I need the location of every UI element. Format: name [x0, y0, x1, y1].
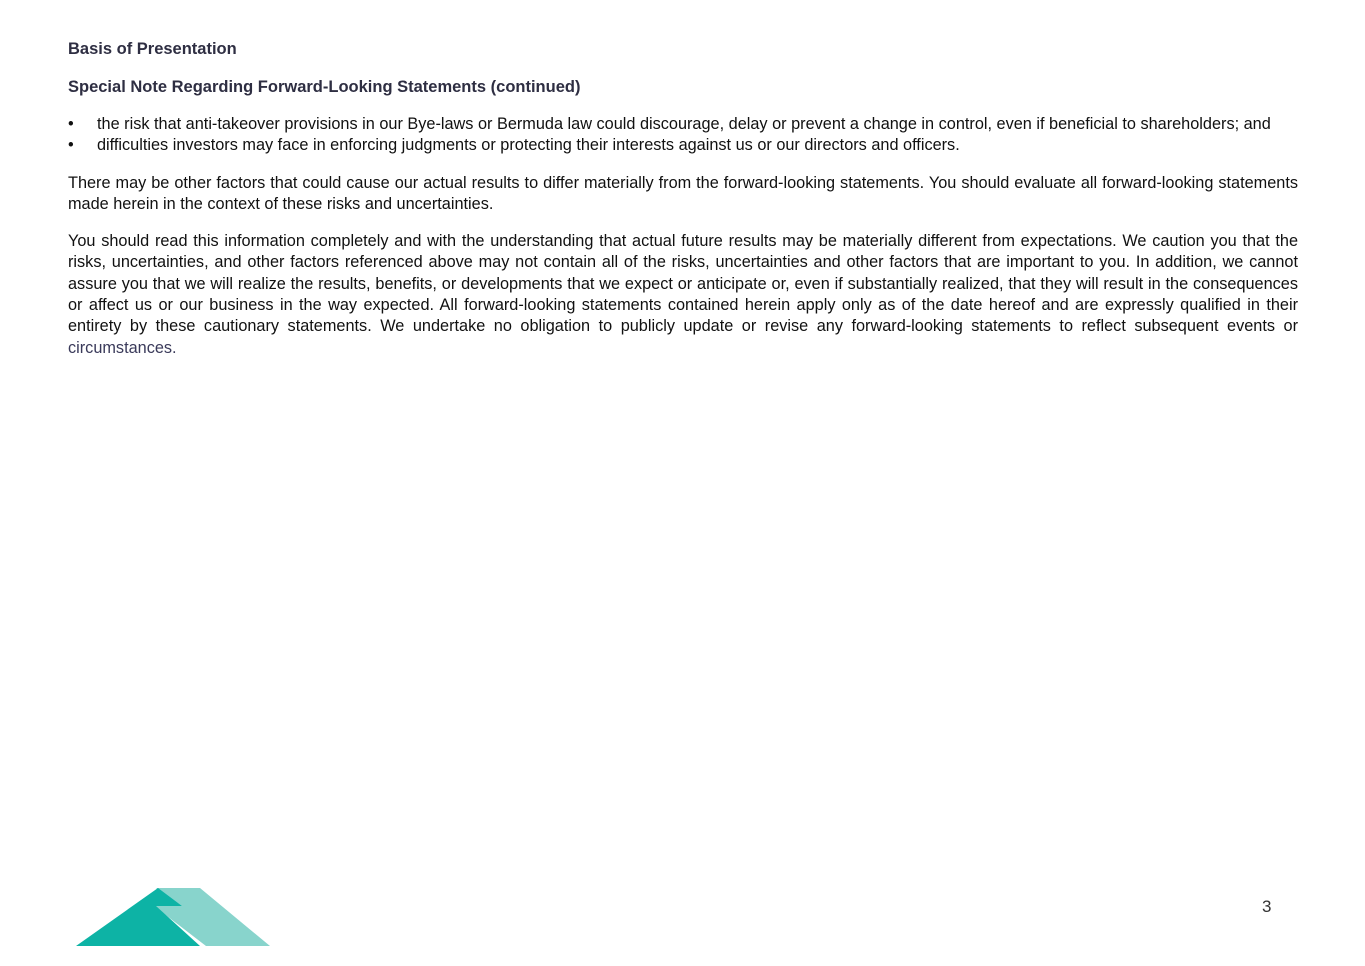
bullet-text: difficulties investors may face in enforcing judgments or protecting their interests against us or our directors and officers. [97, 136, 960, 155]
bullet-text: the risk that anti-takeover provisions in our Bye-laws or Bermuda law could discourage, delay or prevent a change in control, even if beneficial to shareholders; and [97, 115, 1271, 133]
list-item [68, 135, 1298, 156]
logo-mark [76, 886, 270, 948]
page-number: 3 [1262, 897, 1272, 916]
risk-bullet-list [68, 114, 1298, 157]
subsection-title: Special Note Regarding Forward-Looking Statements (continued) [68, 78, 581, 96]
bullet-icon: • [68, 136, 74, 155]
document-body [68, 38, 1298, 375]
paragraph-caution [68, 231, 1298, 359]
company-logo-icon [76, 886, 270, 953]
paragraph-other-factors: There may be other factors that could cause our actual results to differ materially from the forward-looking statements. You should evaluate all forward-looking statements made herein in the context of these risks and uncertainties. [68, 173, 1298, 213]
bullet-icon: • [68, 115, 74, 133]
paragraph-caution-tail: circumstances. [68, 338, 177, 357]
paragraph-caution-text: You should read this information completely and with the understanding that actual future results may be materially different from expectations. We caution you that the risks, uncertainties, and other factors referenced above may not contain all of the risks, uncertainties and other factors that are important to you. In addition, we cannot assure you that we will realize the results, benefits, or developments that we expect or anticipate or, even if substantially realized, that they will result in the consequences or affect us or our business in the way expected. All forward-looking statements contained herein apply only as of the date hereof and are expressly qualified in their entirety by these cautionary statements. We undertake no obligation to publicly update or revise any forward-looking statements to reflect subsequent events or [68, 232, 1298, 336]
list-item [68, 114, 1298, 135]
section-title: Basis of Presentation [68, 40, 237, 58]
